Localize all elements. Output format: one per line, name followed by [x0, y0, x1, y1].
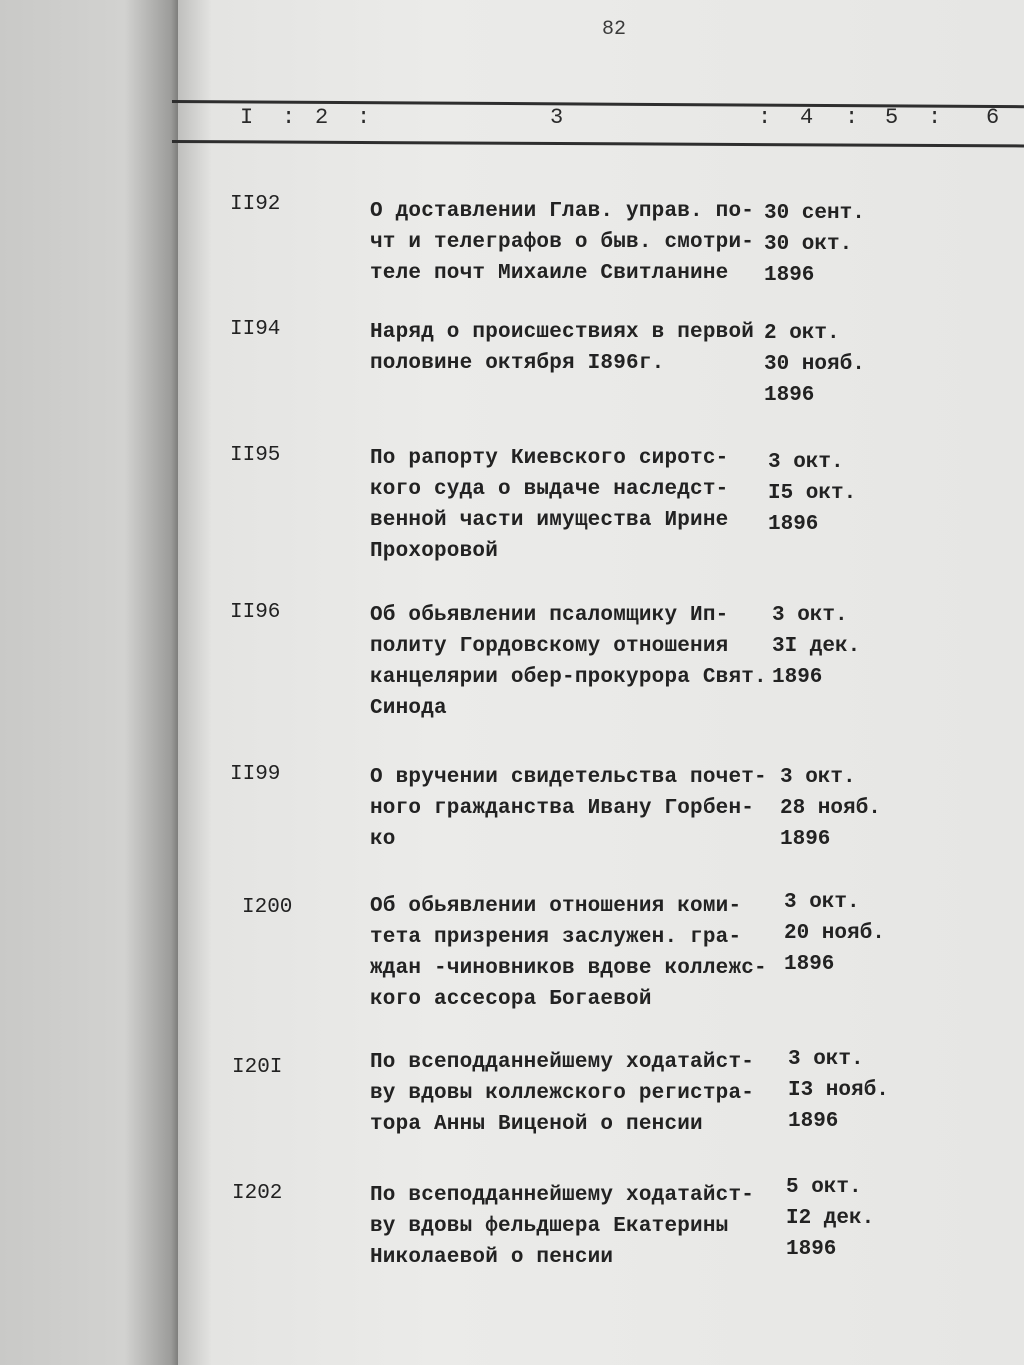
entry-number: II99	[230, 763, 281, 786]
column-header-5: 5	[885, 105, 899, 130]
entry-number: I202	[232, 1182, 283, 1205]
entry-title: Об обьявлении псаломщику Ип- политу Гордовскому отношения канцелярии обер-прокурора Свят. Синода	[370, 604, 767, 720]
entry-title: По всеподданнейшему ходатайст- ву вдовы фельдшера Екатерины Николаевой о пенсии	[370, 1184, 755, 1269]
entry-dates: 2 окт. 30 нояб. 1896	[764, 322, 865, 407]
entry-dates: 5 окт. I2 дек. 1896	[786, 1176, 875, 1261]
column-separator: :	[928, 105, 942, 130]
entry-number: I20I	[232, 1056, 283, 1079]
entry-title: Наряд о происшествиях в первой половине октября I896г.	[370, 321, 755, 375]
entry-title: О доставлении Глав. управ. по- чт и телеграфов о быв. смотри- теле почт Михаиле Свитланине	[370, 200, 755, 285]
column-header-2: 2	[315, 105, 329, 130]
column-separator: :	[282, 105, 296, 130]
entry-title: Об обьявлении отношения коми- тета призрения заслужен. гра- ждан -чиновников вдове коллежс- кого ассесора Богаевой	[370, 895, 767, 1011]
facing-page	[0, 0, 178, 1365]
entry-number: II92	[230, 193, 281, 216]
column-header-6: 6	[986, 105, 1000, 130]
column-separator: :	[845, 105, 859, 130]
entry-dates: 3 окт. 3I дек. 1896	[772, 604, 861, 689]
entry-dates: 3 окт. 20 нояб. 1896	[784, 891, 885, 976]
page-number: 82	[602, 18, 627, 41]
entry-number: II95	[230, 444, 281, 467]
entry-dates: 3 окт. 28 нояб. 1896	[780, 766, 881, 851]
entry-title: По рапорту Киевского сиротс- кого суда о выдаче наследст- венной части имущества Ирине Прохоровой	[370, 447, 729, 563]
column-header-1: I	[240, 105, 254, 130]
column-separator: :	[758, 105, 772, 130]
entry-number: I200	[242, 896, 293, 919]
entry-dates: 3 окт. I5 окт. 1896	[768, 451, 857, 536]
entry-title: О вручении свидетельства почет- ного гражданства Ивану Горбен- ко	[370, 766, 767, 851]
entry-number: II96	[230, 601, 281, 624]
entry-number: II94	[230, 318, 281, 341]
column-header-3: 3	[550, 105, 564, 130]
entry-dates: 3 окт. I3 нояб. 1896	[788, 1048, 889, 1133]
entry-title: По всеподданнейшему ходатайст- ву вдовы коллежского регистра- тора Анны Виценой о пенсии	[370, 1051, 755, 1136]
entry-dates: 30 сент. 30 окт. 1896	[764, 202, 865, 287]
column-header-4: 4	[800, 105, 814, 130]
column-separator: :	[357, 105, 371, 130]
